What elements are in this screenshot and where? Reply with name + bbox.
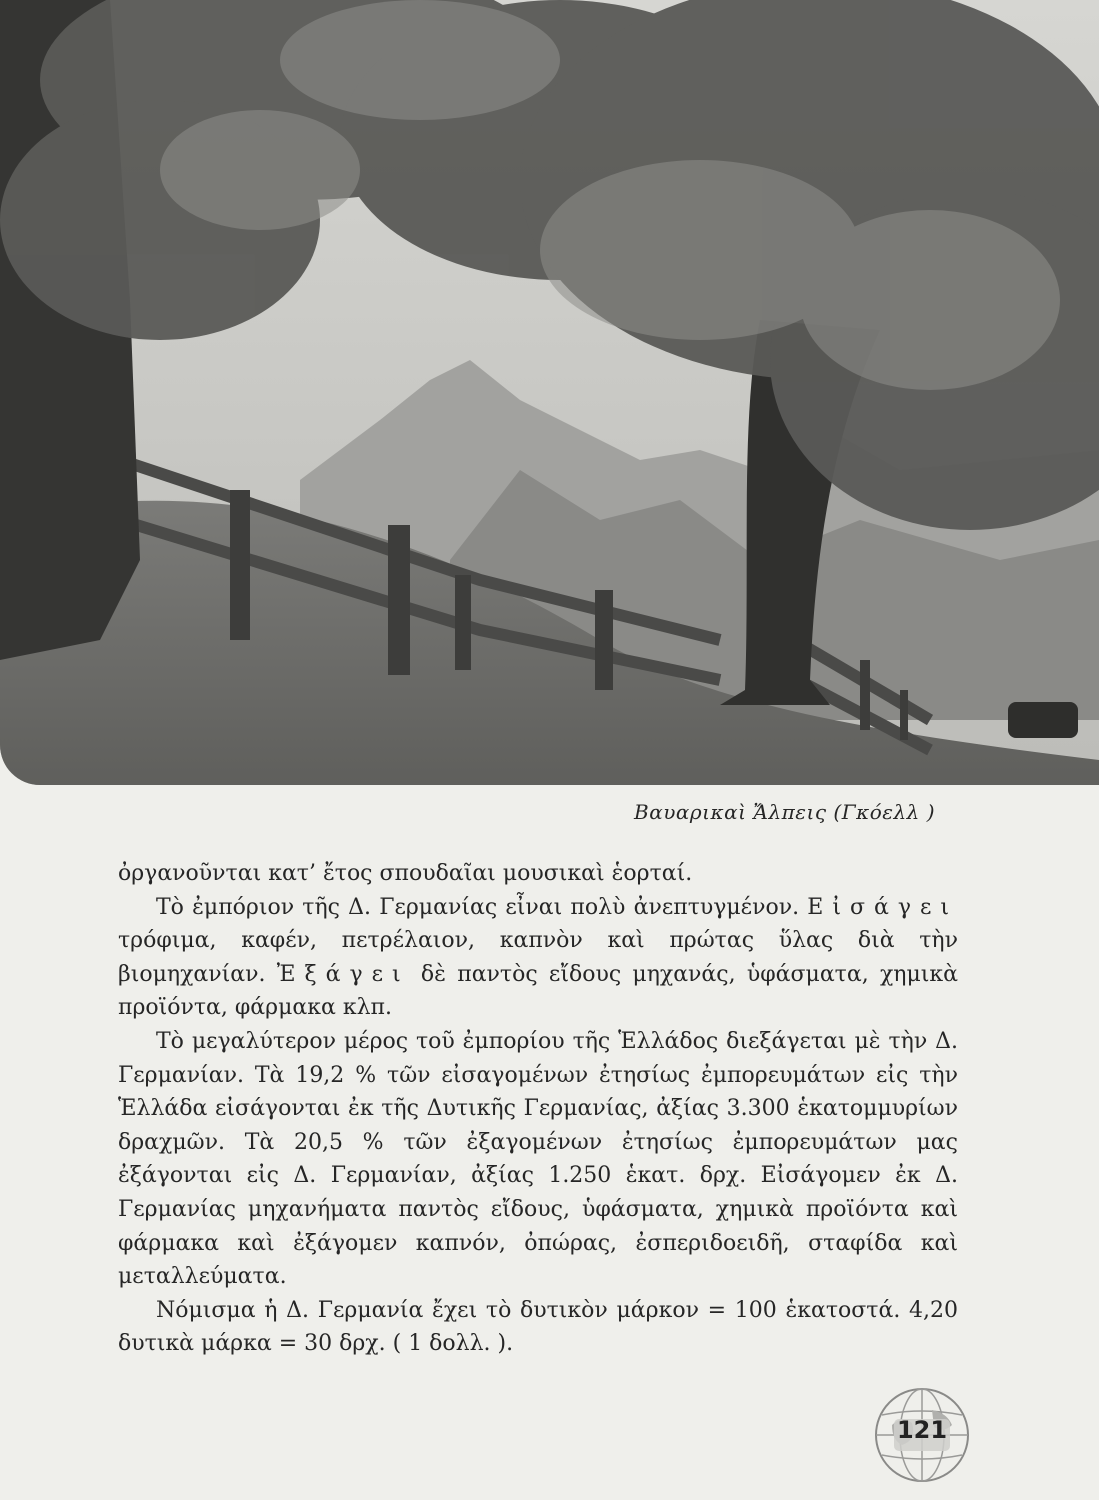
spaced-word-imports: Εἰσάγει xyxy=(807,894,958,920)
body-text xyxy=(118,857,958,1361)
spaced-word-exports: Ἐξάγει xyxy=(276,961,410,987)
paragraph-currency: Νόμισμα ἡ Δ. Γερμανία ἔχει τὸ δυτικὸν μάρκον = 100 ἑκατοστά. 4,20 δυτικὰ μάρκα = 30 δρχ. ( 1 δολλ. ). xyxy=(118,1297,958,1357)
paragraph-continuation: ὀργανοῦνται κατ’ ἔτος σπουδαῖαι μουσικαὶ ἑορταί. xyxy=(118,861,693,886)
paragraph-trade xyxy=(118,891,958,1025)
text-run: Τὸ ἐμπόριον τῆς Δ. Γερμανίας εἶναι πολὺ ἀνεπτυγμένον. xyxy=(156,894,808,920)
paragraph-greece-trade: Τὸ μεγαλύτερον μέρος τοῦ ἐμπορίου τῆς Ἑλλάδος διεξάγεται μὲ τὴν Δ. Γερμανίαν. Τὰ 19,2 % τῶν εἰσαγομένων ἐτησίως ἐμπορευμάτων εἰς τὴν Ἑλλάδα εἰσάγονται ἐκ τῆς Δυτικῆς Γερμανίας, ἀξίας 3.300 ἑκατομμυρίων δραχμῶν. Τὰ 20,5 % τῶν ἐξαγομένων ἐτησίως ἐμπορευμάτων μας ἐξάγονται εἰς Δ. Γερμανίαν, ἀξίας 1.250 ἑκατ. δρχ. Εἰσάγομεν ἐκ Δ. Γερμανίας μηχανήματα παντὸς εἴδους, ὑφάσματα, χημικὰ προϊόντα καὶ φάρμακα καὶ ἐξάγομεν καπνόν, ὀπώρας, ἐσπεριδοειδῆ, σταφίδα καὶ μεταλλεύματα. xyxy=(118,1028,958,1290)
text-run: τρόφιμα, καφέν, πετρέλαιον, καπνὸν καὶ πρώτας ὕλας διὰ τὴν βιομηχανίαν. xyxy=(118,928,958,987)
text-run: δὲ παντὸς εἴδους μηχανάς, ὑφάσματα, χημικὰ προϊόντα, φάρμακα κλπ. xyxy=(118,961,958,1021)
page-number-badge xyxy=(872,1385,972,1485)
page-number: 121 xyxy=(896,1416,948,1444)
photo-caption: Βαυαρικαὶ Ἄλπεις (Γκόελλ ) xyxy=(634,800,935,824)
